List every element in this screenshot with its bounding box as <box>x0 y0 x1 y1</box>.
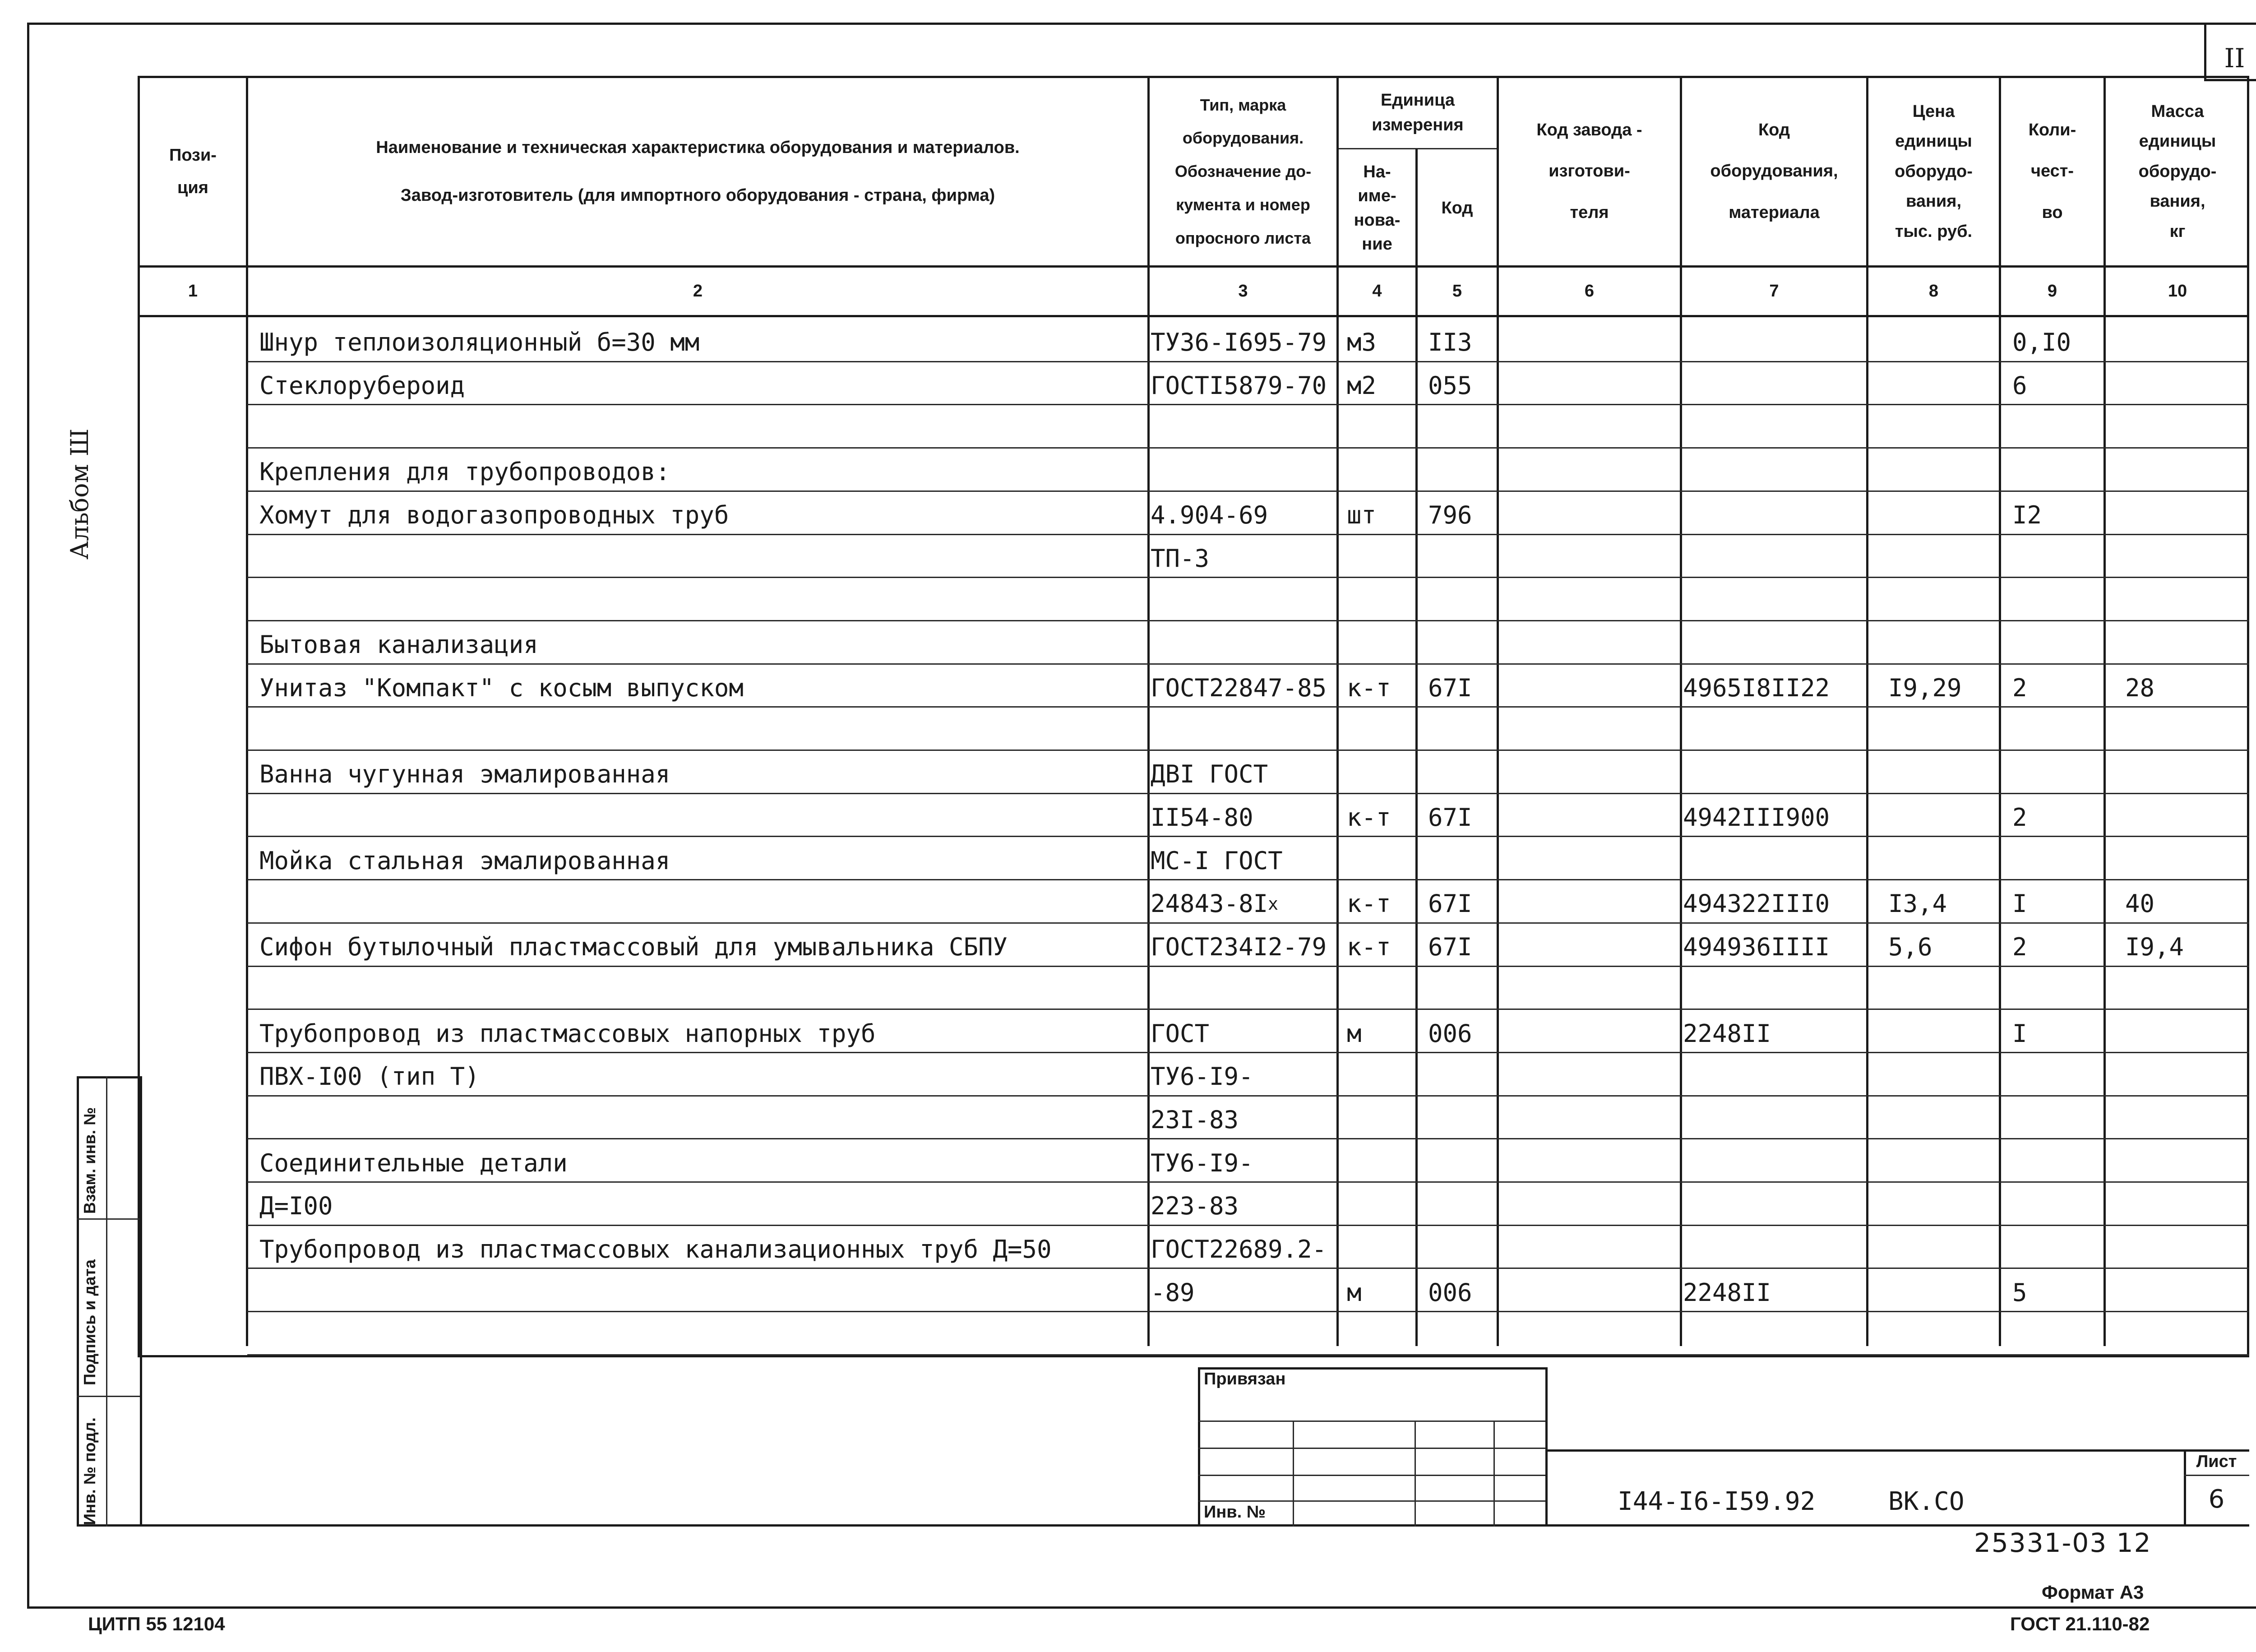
stamp-podpis-data: Подпись и дата <box>80 1259 99 1385</box>
row-name: Крепления для трубопроводов: <box>259 458 670 486</box>
row-type: ТУ36-I695-79 <box>1151 328 1327 357</box>
header-price: Цена единицы оборудо- вания, тыс. руб. <box>1895 102 1973 241</box>
header-unit-name: На- име- нова- ние <box>1354 162 1401 254</box>
row-type: ТП-3 <box>1151 544 1210 573</box>
row-name: Трубопровод из пластмассовых канализационных труб Д=50 <box>259 1235 1052 1264</box>
row-price: I9,29 <box>1888 673 1962 702</box>
row-unit-code: 006 <box>1428 1019 1472 1048</box>
privyazan-label: Привязан <box>1204 1370 1286 1388</box>
row-equipment-code: 4942III900 <box>1683 803 1830 832</box>
inv-no-label: Инв. № <box>1204 1503 1266 1522</box>
row-name: Унитаз "Компакт" с косым выпуском <box>259 673 744 702</box>
row-price: I3,4 <box>1888 889 1947 918</box>
row-equipment-code: 494936IIII <box>1683 933 1830 962</box>
row-quantity: 2 <box>2012 673 2027 702</box>
row-unit-code: 67I <box>1428 933 1472 962</box>
row-quantity: 6 <box>2012 371 2027 400</box>
row-quantity: 2 <box>2012 933 2027 962</box>
row-name: Сифон бутылочный пластмассовый для умывальника СБПУ <box>259 933 1008 962</box>
row-quantity: 0,I0 <box>2012 328 2071 357</box>
row-unit: к-т <box>1347 889 1391 918</box>
row-equipment-code: 494322III0 <box>1683 889 1830 918</box>
row-name: Хомут для водогазопроводных труб <box>259 501 729 530</box>
row-quantity: I <box>2012 1019 2027 1048</box>
row-type: ГОСТ22847-85 <box>1151 673 1327 702</box>
corner-number: II <box>2224 43 2245 74</box>
header-equipment-code: Код оборудования, материала <box>1710 120 1838 222</box>
row-unit-code: 67I <box>1428 803 1472 832</box>
row-name: Мойка стальная эмалированная <box>259 846 670 875</box>
album-label: Альбом Ш <box>65 428 94 560</box>
row-quantity: 5 <box>2012 1278 2027 1307</box>
row-unit: шт <box>1347 501 1377 530</box>
column-number: 7 <box>1769 281 1779 301</box>
row-unit-code: 055 <box>1428 371 1472 400</box>
row-quantity: I <box>2012 889 2027 918</box>
header-unit: Единица измерения <box>1372 90 1464 134</box>
row-quantity: I2 <box>2012 501 2042 530</box>
format-label: Формат А3 <box>2042 1582 2144 1603</box>
header-name: Наименование и техническая характеристика оборудования и материалов. Завод-изготовитель (для импортного оборудования - страна, фирма) <box>376 138 1020 205</box>
column-number: 1 <box>188 281 198 301</box>
row-type: МС-I ГОСТ <box>1151 846 1283 875</box>
row-type: ГОСТ234I2-79 <box>1151 933 1327 962</box>
header-mass: Масса единицы оборудо- вания, кг <box>2138 102 2217 241</box>
row-unit: м <box>1347 1278 1362 1307</box>
header-factory-code: Код завода - изготови- теля <box>1536 120 1642 222</box>
row-name: Бытовая канализация <box>259 630 538 659</box>
stamp-vzam-inv: Взам. инв. № <box>80 1107 99 1214</box>
row-unit-code: 796 <box>1428 501 1472 530</box>
row-unit: к-т <box>1347 803 1391 832</box>
row-unit-code: 67I <box>1428 889 1472 918</box>
row-type: ГОСТ <box>1151 1019 1210 1048</box>
column-number: 9 <box>2047 281 2057 301</box>
footer-left: ЦИТП 55 12104 <box>88 1613 225 1634</box>
row-unit: к-т <box>1347 673 1391 702</box>
column-number: 6 <box>1584 281 1595 301</box>
row-type: ТУ6-I9- <box>1151 1148 1253 1177</box>
header-position: Пози- ция <box>169 145 217 197</box>
row-name: Трубопровод из пластмассовых напорных труб <box>259 1019 876 1048</box>
row-name: ПВХ-I00 (тип Т) <box>259 1062 480 1091</box>
row-type: ДВI ГОСТ <box>1151 760 1268 789</box>
row-type: ТУ6-I9- <box>1151 1062 1253 1091</box>
row-unit-code: II3 <box>1428 328 1472 357</box>
sheet-number: 6 <box>2208 1485 2225 1514</box>
row-name: Ванна чугунная эмалированная <box>259 760 670 789</box>
header-type: Тип, марка оборудования. Обозначение до- кумента и номер опросного листа <box>1174 95 1312 247</box>
row-unit-code: 67I <box>1428 673 1472 702</box>
row-unit: м3 <box>1347 328 1377 357</box>
archive-number: 25331-03 12 <box>1974 1527 2152 1558</box>
row-name: Стеклорубероид <box>259 371 465 400</box>
stamp-inv-podl: Инв. № подл. <box>80 1417 99 1525</box>
row-type: ГОСТ22689.2- <box>1151 1235 1327 1264</box>
row-type: II54-80 <box>1151 803 1253 832</box>
row-unit: к-т <box>1347 933 1391 962</box>
row-unit: м <box>1347 1019 1362 1048</box>
footer-right: ГОСТ 21.110-82 <box>2010 1613 2150 1634</box>
row-mass: 28 <box>2125 673 2155 702</box>
column-number: 4 <box>1372 281 1382 301</box>
sheet-label: Лист <box>2196 1452 2237 1471</box>
row-equipment-code: 2248II <box>1683 1278 1771 1307</box>
row-type: 4.904-69 <box>1151 501 1268 530</box>
row-unit-code: 006 <box>1428 1278 1472 1307</box>
row-name: Д=I00 <box>259 1192 333 1221</box>
column-number: 8 <box>1928 281 1939 301</box>
header-quantity: Коли- чест- во <box>2028 120 2076 222</box>
row-type-superscript: x <box>1268 893 1278 914</box>
column-number: 2 <box>693 281 703 301</box>
column-number: 5 <box>1452 281 1462 301</box>
row-type: 23I-83 <box>1151 1105 1239 1134</box>
row-mass: I9,4 <box>2125 933 2184 962</box>
row-type: 223-83 <box>1151 1192 1239 1221</box>
header-unit-code: Код <box>1441 199 1473 218</box>
row-equipment-code: 2248II <box>1683 1019 1771 1048</box>
row-type: ГОСТI5879-70 <box>1151 371 1327 400</box>
row-type: 24843-8I x <box>1151 889 1278 918</box>
row-equipment-code: 4965I8II22 <box>1683 673 1830 702</box>
row-type: -89 <box>1151 1278 1195 1307</box>
column-number: 10 <box>2168 281 2187 301</box>
document-mark: ВК.СО <box>1888 1487 1965 1516</box>
row-quantity: 2 <box>2012 803 2027 832</box>
title-block-left-edge <box>1198 1367 1200 1527</box>
column-number: 3 <box>1238 281 1248 301</box>
row-unit: м2 <box>1347 371 1377 400</box>
row-price: 5,6 <box>1888 933 1932 962</box>
row-name: Соединительные детали <box>259 1148 568 1177</box>
row-name: Шнур теплоизоляционный б=30 мм <box>259 328 700 357</box>
document-code: I44-I6-I59.92 <box>1618 1487 1816 1516</box>
row-mass: 40 <box>2125 889 2155 918</box>
